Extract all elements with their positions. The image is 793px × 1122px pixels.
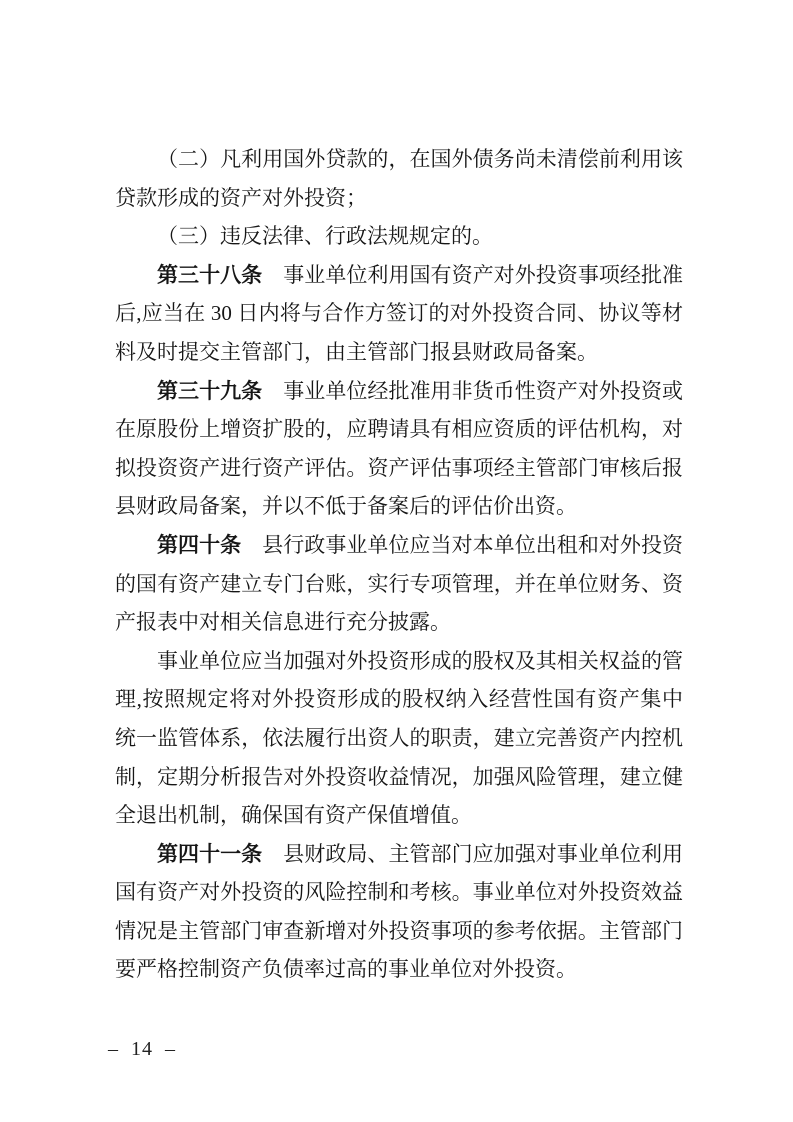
paragraph-item-2 bbox=[115, 140, 683, 217]
paragraph-article-41 bbox=[115, 835, 683, 989]
paragraph-text: 事业单位经批准用非货币性资产对外投资或在原股份上增资扩股的，应聘请具有相应资质的评估机构，对拟投资资产进行资产评估。资产评估事项经主管部门审核后报县财政局备案，并以不低于备案后的评估价出资。 bbox=[115, 378, 684, 519]
document-body bbox=[115, 140, 683, 989]
paragraph-article-40 bbox=[115, 526, 683, 642]
paragraph-text: 县财政局、主管部门应加强对事业单位利用国有资产对外投资的风险控制和考核。事业单位对外投资效益情况是主管部门审查新增对外投资事项的参考依据。主管部门要严格控制资产负债率过高的事业单位对外投资。 bbox=[115, 841, 684, 982]
paragraph-text: （三）违反法律、行政法规规定的。 bbox=[157, 224, 493, 249]
article-number-bold: 第四十条 bbox=[157, 532, 242, 557]
paragraph-text: 事业单位利用国有资产对外投资事项经批准后,应当在 30 日内将与合作方签订的对外投资合同、协议等材料及时提交主管部门，由主管部门报县财政局备案。 bbox=[115, 262, 684, 364]
paragraph-article-40-cont bbox=[115, 642, 683, 835]
article-number-bold: 第四十一条 bbox=[157, 841, 263, 866]
article-number-bold: 第三十八条 bbox=[157, 262, 263, 287]
paragraph-text: 事业单位应当加强对外投资形成的股权及其相关权益的管理,按照规定将对外投资形成的股权纳入经营性国有资产集中统一监管体系，依法履行出资人的职责，建立完善资产内控机制，定期分析报告对外投资收益情况，加强风险管理，建立健全退出机制，确保国有资产保值增值。 bbox=[115, 648, 683, 828]
paragraph-article-38 bbox=[115, 256, 683, 372]
page-number: – 14 – bbox=[108, 1038, 176, 1060]
article-number-bold: 第三十九条 bbox=[157, 378, 263, 403]
paragraph-article-39 bbox=[115, 372, 683, 526]
paragraph-text: 县行政事业单位应当对本单位出租和对外投资的国有资产建立专门台账，实行专项管理，并在单位财务、资产报表中对相关信息进行充分披露。 bbox=[115, 532, 684, 635]
paragraph-text: （二）凡利用国外贷款的，在国外债务尚未清偿前利用该贷款形成的资产对外投资； bbox=[115, 147, 683, 210]
paragraph-item-3 bbox=[115, 217, 683, 256]
